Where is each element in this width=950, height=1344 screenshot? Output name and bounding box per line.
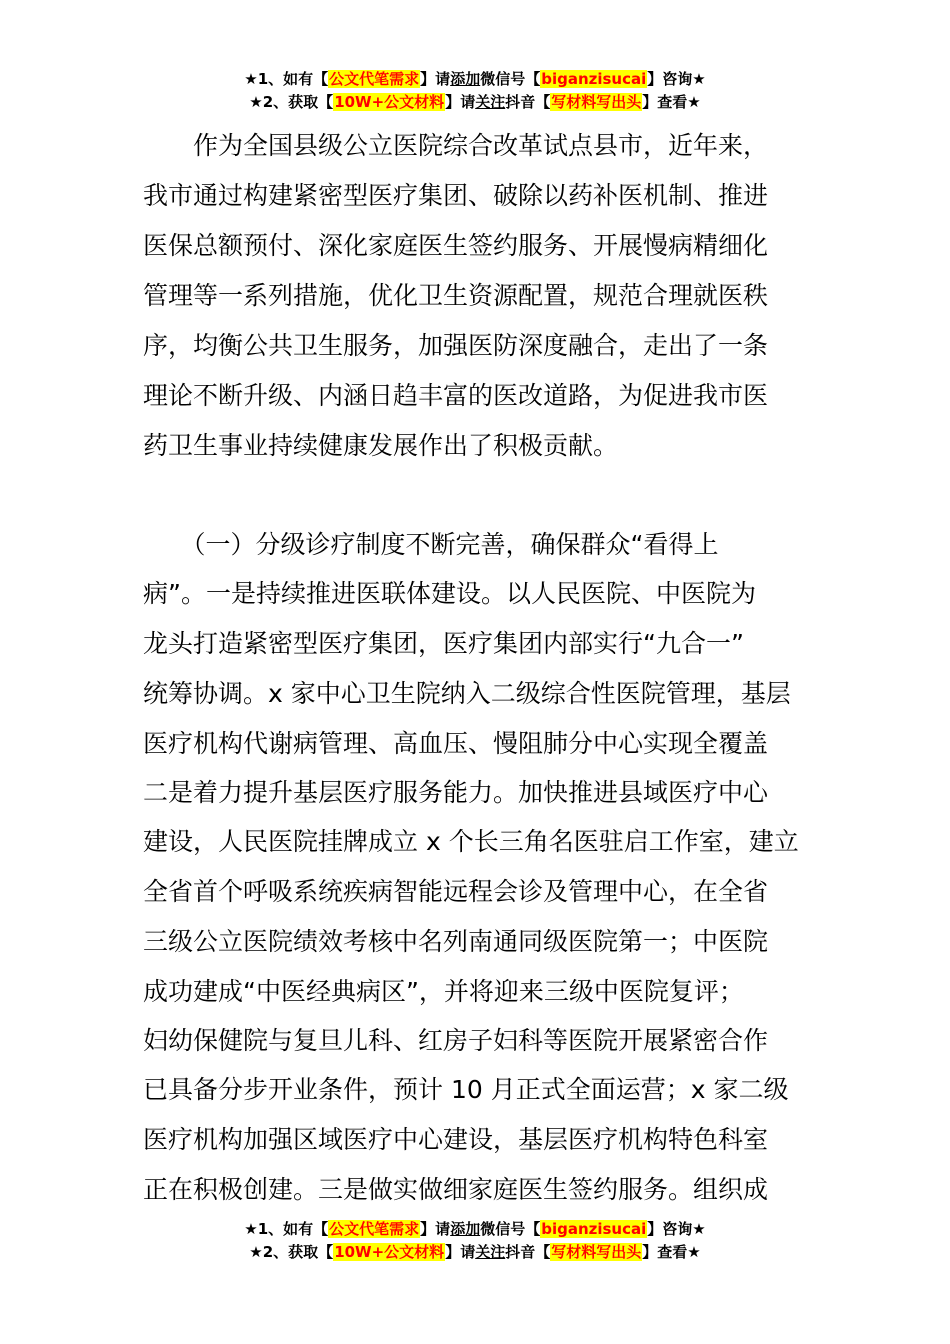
banner-highlight: 写材料写出头	[551, 93, 642, 111]
banner-highlight: 10W+公文材料	[334, 93, 445, 111]
banner-text: 】请	[445, 1243, 476, 1261]
body-line: 医疗机构加强区域医疗中心建设，基层医疗机构特色科室	[143, 1125, 769, 1154]
banner-text: 】请	[445, 93, 476, 111]
banner-text: ★1、如有【	[244, 1220, 329, 1238]
footer-banner	[0, 1218, 950, 1264]
banner-line-1	[0, 1218, 950, 1241]
banner-text: ★1、如有【	[244, 70, 329, 88]
banner-emphasis: 关注	[475, 93, 506, 111]
body-line: 医疗机构代谢病管理、高血压、慢阻肺分中心实现全覆盖	[143, 729, 769, 758]
body-line: 建设，人民医院挂牌成立 x 个长三角名医驻启工作室，建立	[143, 827, 799, 856]
banner-text: 微信号【	[480, 1220, 541, 1238]
banner-emphasis: 关注	[475, 1243, 506, 1261]
header-banner	[0, 68, 950, 114]
banner-text: 】查看★	[642, 1243, 701, 1261]
banner-line-2	[0, 91, 950, 114]
body-line: 三级公立医院绩效考核中名列南通同级医院第一；中医院	[143, 927, 769, 956]
banner-highlight: 公文代笔需求	[329, 70, 420, 88]
banner-highlight: 公文代笔需求	[329, 1220, 420, 1238]
banner-text: 抖音【	[505, 1243, 551, 1261]
body-line: 病”。一是持续推进医联体建设。以人民医院、中医院为	[143, 579, 756, 608]
body-line: 作为全国县级公立医院综合改革试点县市，近年来，	[143, 131, 769, 160]
banner-highlight: 写材料写出头	[551, 1243, 642, 1261]
body-line: 妇幼保健院与复旦儿科、红房子妇科等医院开展紧密合作	[143, 1026, 769, 1055]
body-line: 管理等一系列措施，优化卫生资源配置，规范合理就医秩	[143, 281, 769, 310]
body-line: 龙头打造紧密型医疗集团，医疗集团内部实行“九合一”	[143, 629, 744, 658]
banner-text: 】请	[420, 1220, 451, 1238]
banner-line-1	[0, 68, 950, 91]
banner-text: 】请	[420, 70, 451, 88]
banner-emphasis: 添加	[450, 1220, 481, 1238]
banner-text: ★2、获取【	[249, 1243, 334, 1261]
body-line: 统筹协调。x 家中心卫生院纳入二级综合性医院管理，基层	[143, 679, 791, 708]
banner-emphasis: 添加	[450, 70, 481, 88]
banner-line-2	[0, 1241, 950, 1264]
banner-highlight: biganzisucai	[541, 1220, 647, 1238]
banner-text: 微信号【	[480, 70, 541, 88]
body-line: 序，均衡公共卫生服务，加强医防深度融合，走出了一条	[143, 331, 769, 360]
banner-text: 抖音【	[505, 93, 551, 111]
banner-text: 】咨询★	[647, 1220, 706, 1238]
body-line: 正在积极创建。三是做实做细家庭医生签约服务。组织成	[143, 1175, 769, 1204]
banner-text: 】查看★	[642, 93, 701, 111]
body-line: 理论不断升级、内涵日趋丰富的医改道路，为促进我市医	[143, 381, 769, 410]
banner-text: ★2、获取【	[249, 93, 334, 111]
body-line: 我市通过构建紧密型医疗集团、破除以药补医机制、推进	[143, 181, 769, 210]
body-line: 全省首个呼吸系统疾病智能远程会诊及管理中心，在全省	[143, 877, 769, 906]
banner-text: 】咨询★	[647, 70, 706, 88]
section-heading-line: （一）分级诊疗制度不断完善，确保群众“看得上	[143, 530, 719, 559]
banner-highlight: biganzisucai	[541, 70, 647, 88]
banner-highlight: 10W+公文材料	[334, 1243, 445, 1261]
body-line: 已具备分步开业条件，预计 10 月正式全面运营；x 家二级	[143, 1075, 789, 1104]
body-line: 二是着力提升基层医疗服务能力。加快推进县域医疗中心	[143, 778, 769, 807]
body-line: 药卫生事业持续健康发展作出了积极贡献。	[143, 431, 619, 460]
body-line: 医保总额预付、深化家庭医生签约服务、开展慢病精细化	[143, 231, 769, 260]
body-line: 成功建成“中医经典病区”，并将迎来三级中医院复评；	[143, 977, 744, 1006]
